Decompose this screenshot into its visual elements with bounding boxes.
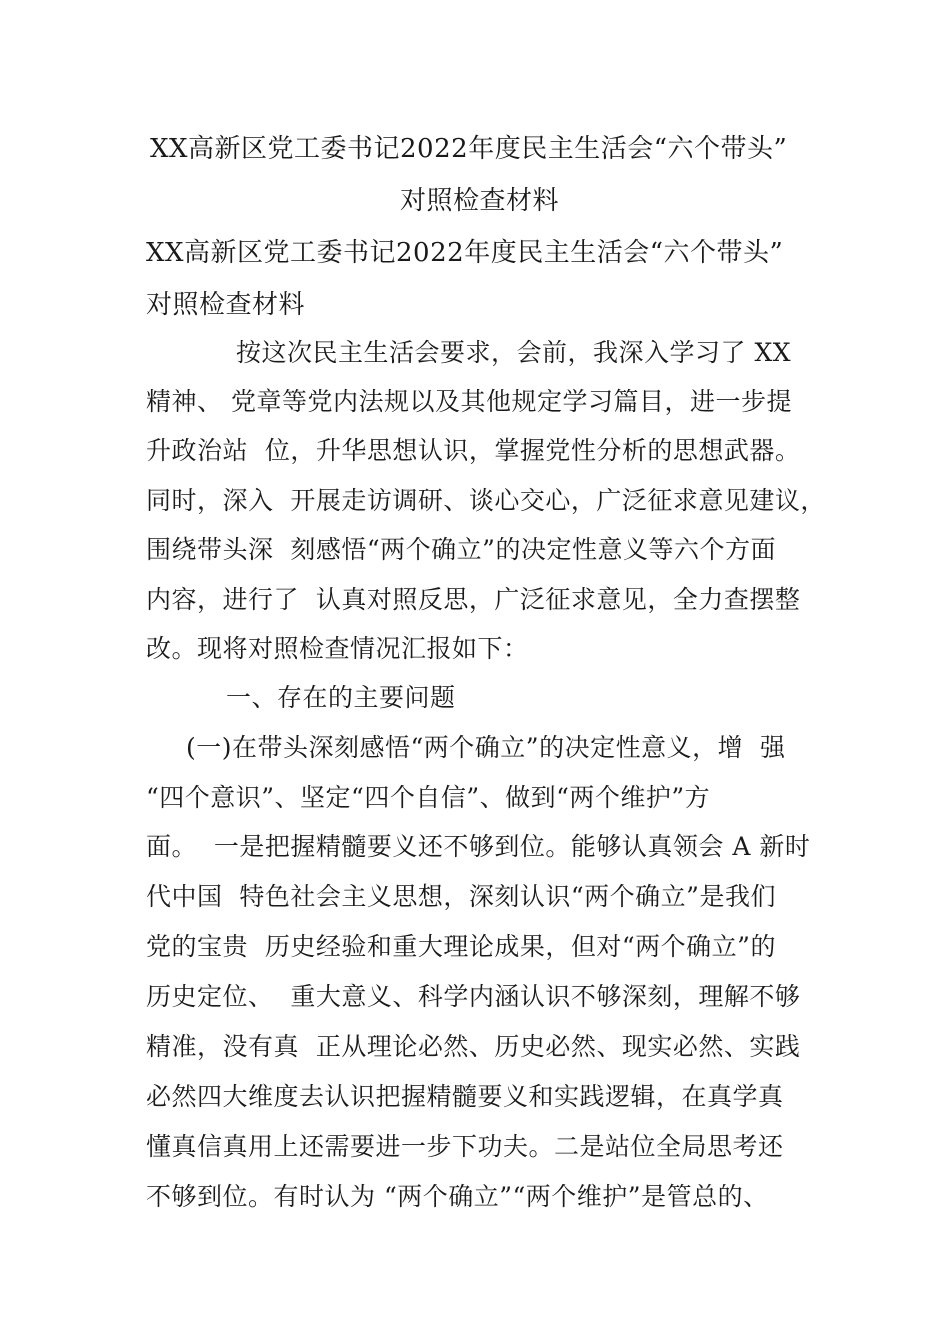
body-line: 懂真信真用上还需要进一步下功夫。二是站位全局思考还 [146,1132,784,1161]
intro-line: 同时，深入 开展走访调研、谈心交心，广泛征求意见建议， [146,486,826,515]
body-line: 精准，没有真 正从理论必然、历史必然、现实必然、实践 [146,1032,801,1061]
body-line: 面。 一是把握精髓要义还不够到位。能够认真领会 A 新时 [146,832,811,861]
body-line: (一)在带头深刻感悟“两个确立”的决定性意义，增 强 [186,733,786,762]
body-line: 代中国 特色社会主义思想，深刻认识“两个确立”是我们 [146,882,776,911]
body-line: “四个意识”、坚定“四个自信”、做到“两个维护”方 [146,783,711,812]
intro-line: 改。现将对照检查情况汇报如下： [146,634,529,663]
section-heading: 一、存在的主要问题 [226,683,456,712]
intro-line: 内容，进行了 认真对照反思，广泛征求意见，全力查摆整 [146,585,801,614]
intro-line: 围绕带头深 刻感悟“两个确立”的决定性意义等六个方面 [146,535,776,564]
body-line: 党的宝贵 历史经验和重大理论成果，但对“两个确立”的 [146,932,776,961]
intro-line: 按这次民主生活会要求，会前，我深入学习了 XX [236,338,792,367]
subtitle-line-1: XX高新区党工委书记2022年度民主生活会“六个带头” [146,238,784,268]
title-line-2: 对照检查材料 [400,186,560,216]
intro-line: 升政治站 位，升华思想认识，掌握党性分析的思想武器。 [146,436,801,465]
body-line: 必然四大维度去认识把握精髓要义和实践逻辑，在真学真 [146,1082,784,1111]
subtitle-line-2: 对照检查材料 [146,290,306,320]
title-line-1: XX高新区党工委书记2022年度民主生活会“六个带头” [150,134,788,164]
body-line: 不够到位。有时认为 “两个确立”“两个维护”是管总的、 [146,1182,769,1211]
body-line: 历史定位、 重大意义、科学内涵认识不够深刻，理解不够 [146,982,801,1011]
intro-line: 精神、 党章等党内法规以及其他规定学习篇目，进一步提 [146,387,792,416]
